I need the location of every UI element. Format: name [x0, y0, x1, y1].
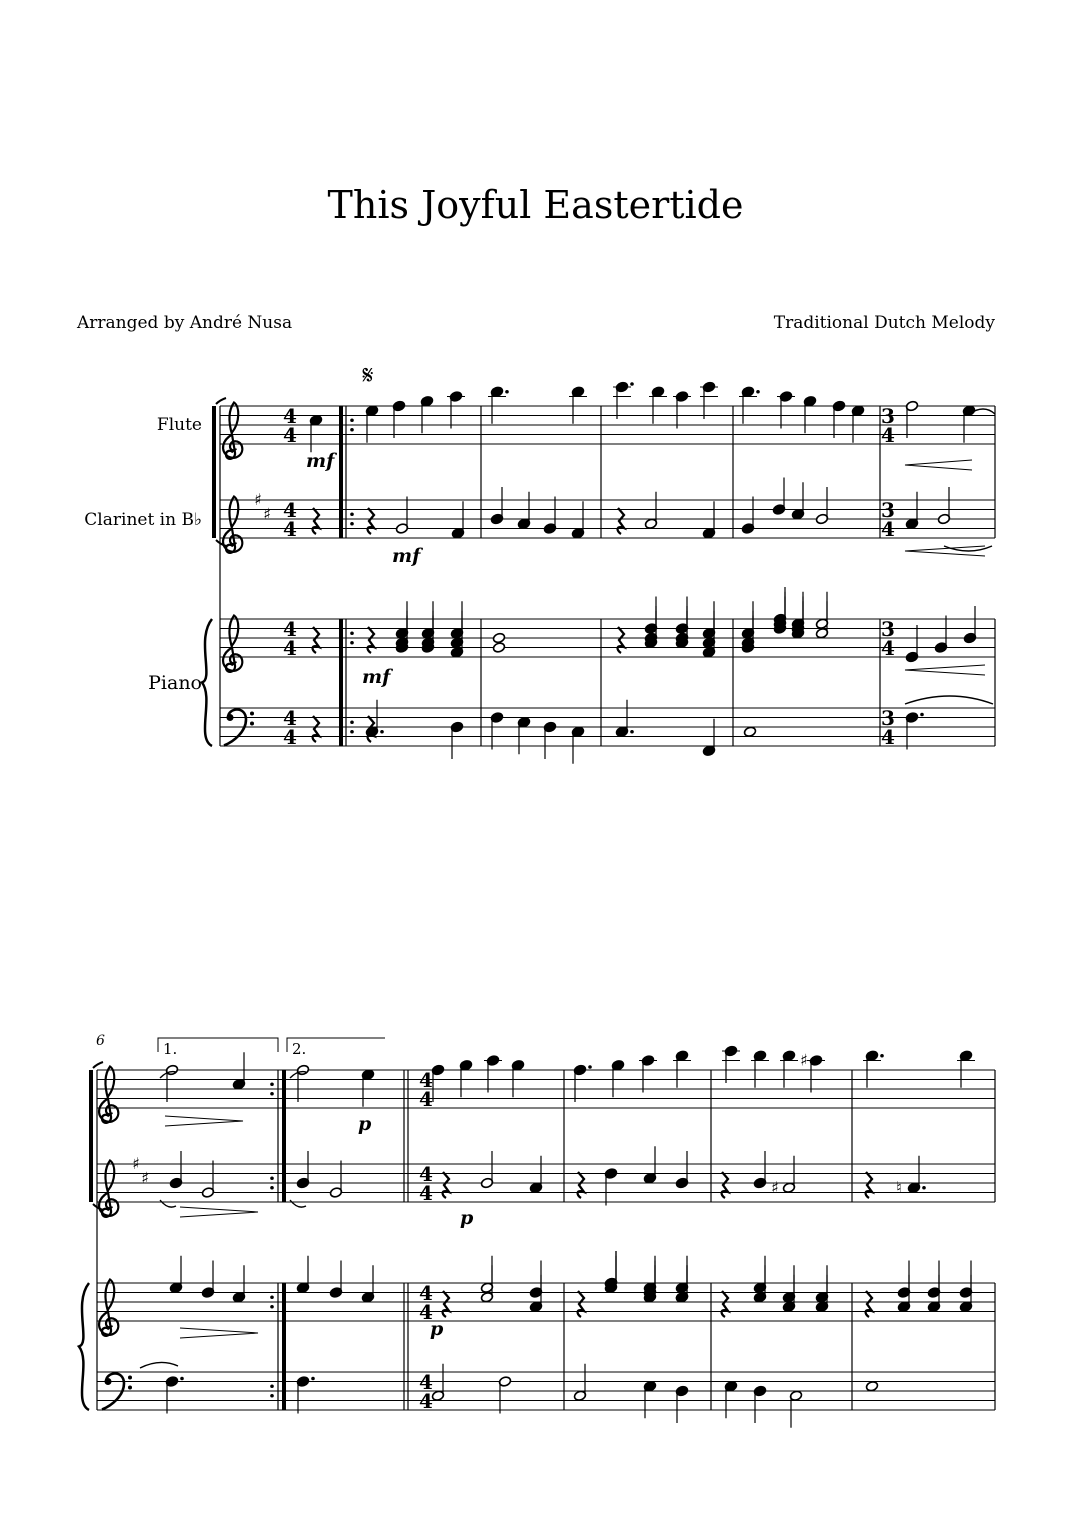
quarter-rest-icon — [866, 1172, 872, 1198]
time-signature-top: 3 — [881, 617, 895, 641]
quarter-rest-icon — [313, 716, 319, 742]
quarter-rest-icon — [313, 627, 319, 653]
quarter-rest-icon — [313, 508, 319, 534]
repeat-dot — [270, 1176, 274, 1180]
repeat-dot — [270, 1092, 274, 1096]
repeat-dot — [270, 1082, 274, 1086]
arranger-credit: Arranged by André Nusa — [77, 313, 293, 333]
time-signature-top: 4 — [419, 1281, 433, 1305]
piano-brace — [202, 619, 212, 746]
crescendo-hairpin — [905, 460, 972, 470]
staff-lines — [97, 406, 995, 1410]
decrescendo-hairpin — [165, 1116, 243, 1126]
volta-label-1: 1. — [163, 1040, 178, 1058]
tie — [290, 1200, 306, 1207]
quarter-rest-icon — [578, 1291, 584, 1317]
flute-label: Flute — [156, 415, 202, 435]
bracket-end — [216, 398, 226, 546]
tie — [160, 1200, 176, 1207]
repeat-barline-thick — [339, 619, 343, 746]
augmentation-dot — [920, 713, 924, 717]
composer-credit: Traditional Dutch Melody — [773, 313, 995, 333]
repeat-barline-thick — [282, 1283, 286, 1410]
page-title: This Joyful Eastertide — [327, 183, 744, 227]
repeat-dot — [350, 720, 354, 724]
time-signature-top: 3 — [881, 706, 895, 730]
notehead — [743, 726, 756, 738]
quarter-rest-icon — [368, 508, 374, 534]
sharp-icon: ♯ — [254, 490, 262, 509]
time-signature-top: 3 — [881, 498, 895, 522]
dynamic-marking: p — [358, 1113, 372, 1135]
quarter-rest-icon — [722, 1172, 728, 1198]
sharp-icon: ♯ — [800, 1050, 808, 1070]
quarter-rest-icon — [368, 627, 374, 653]
time-signature-bottom: 4 — [419, 1087, 433, 1111]
augmentation-dot — [380, 730, 384, 734]
augmentation-dot — [922, 1186, 926, 1190]
time-signature-bottom: 4 — [881, 636, 895, 660]
sharp-icon: ♯ — [263, 504, 271, 524]
sharp-icon: ♯ — [132, 1154, 140, 1173]
treble-clef-icon — [223, 616, 242, 672]
repeat-dot — [350, 522, 354, 526]
volta-label-2: 2. — [292, 1040, 307, 1058]
repeat-dot — [350, 631, 354, 635]
repeat-dot — [350, 730, 354, 734]
time-signature-top: 3 — [881, 404, 895, 428]
time-signature-bottom: 4 — [283, 636, 297, 660]
piano-label: Piano — [148, 672, 202, 694]
time-signature-top: 4 — [419, 1370, 433, 1394]
time-signature-bottom: 4 — [283, 423, 297, 447]
piano-brace — [79, 1283, 89, 1410]
time-signature-top: 4 — [283, 617, 297, 641]
quarter-rest-icon — [618, 627, 624, 653]
treble-clef-icon — [223, 497, 242, 553]
segno-icon: 𝄋 — [362, 361, 374, 391]
time-signature-top: 4 — [283, 706, 297, 730]
repeat-dot — [350, 428, 354, 432]
time-signature-bottom: 4 — [419, 1389, 433, 1413]
repeat-dot — [270, 1305, 274, 1309]
time-signature-bottom: 4 — [283, 517, 297, 541]
clarinet-label: Clarinet in B♭ — [84, 510, 202, 530]
treble-clef-icon — [223, 403, 242, 459]
dynamic-marking: p — [460, 1207, 474, 1229]
augmentation-dot — [880, 1054, 884, 1058]
augmentation-dot — [756, 390, 760, 394]
repeat-dot — [270, 1295, 274, 1299]
repeat-dot — [350, 418, 354, 422]
quarter-rest-icon — [722, 1291, 728, 1317]
augmentation-dot — [311, 1377, 315, 1381]
time-signature-bottom: 4 — [881, 423, 895, 447]
quarter-rest-icon — [866, 1291, 872, 1317]
augmentation-dot — [630, 730, 634, 734]
repeat-dot — [350, 641, 354, 645]
repeat-barline-thick — [339, 406, 343, 538]
augmentation-dot — [588, 1065, 592, 1069]
treble-clef-icon — [99, 1067, 118, 1123]
time-signature-top: 4 — [283, 404, 297, 428]
bracket-end — [93, 1062, 103, 1210]
decrescendo-hairpin — [180, 1207, 258, 1217]
time-signature-top: 4 — [283, 498, 297, 522]
decrescendo-hairpin — [180, 1328, 258, 1338]
notehead — [865, 1380, 878, 1392]
augmentation-dot — [180, 1377, 184, 1381]
time-signature-bottom: 4 — [283, 725, 297, 749]
measure-number: 6 — [96, 1033, 105, 1049]
time-signature-bottom: 4 — [419, 1181, 433, 1205]
augmentation-dot — [505, 390, 509, 394]
sharp-icon: ♯ — [141, 1168, 149, 1188]
time-signature-bottom: 4 — [881, 517, 895, 541]
repeat-dot — [270, 1384, 274, 1388]
quarter-rest-icon — [443, 1172, 449, 1198]
time-signature-bottom: 4 — [881, 725, 895, 749]
notehead — [492, 642, 505, 654]
tie — [140, 1362, 178, 1368]
tie — [905, 696, 993, 704]
quarter-rest-icon — [618, 508, 624, 534]
time-signature-top: 4 — [419, 1162, 433, 1186]
dynamic-marking: mf — [362, 666, 391, 688]
treble-clef-icon — [99, 1161, 118, 1217]
time-signature-bottom: 4 — [419, 1300, 433, 1324]
repeat-dot — [350, 512, 354, 516]
sharp-icon: ♯ — [771, 1177, 779, 1197]
dynamic-marking: mf — [392, 545, 421, 567]
dynamic-marking: mf — [306, 450, 335, 472]
quarter-rest-icon — [578, 1172, 584, 1198]
augmentation-dot — [630, 382, 634, 386]
dynamic-marking: p — [430, 1318, 444, 1340]
treble-clef-icon — [99, 1280, 118, 1336]
repeat-dot — [270, 1186, 274, 1190]
time-signature-top: 4 — [419, 1068, 433, 1092]
repeat-barline-thick — [282, 1070, 286, 1202]
notehead — [492, 632, 505, 644]
natural-icon: ♮ — [896, 1177, 902, 1197]
repeat-dot — [270, 1394, 274, 1398]
quarter-rest-icon — [443, 1291, 449, 1317]
crescendo-hairpin — [905, 665, 985, 675]
